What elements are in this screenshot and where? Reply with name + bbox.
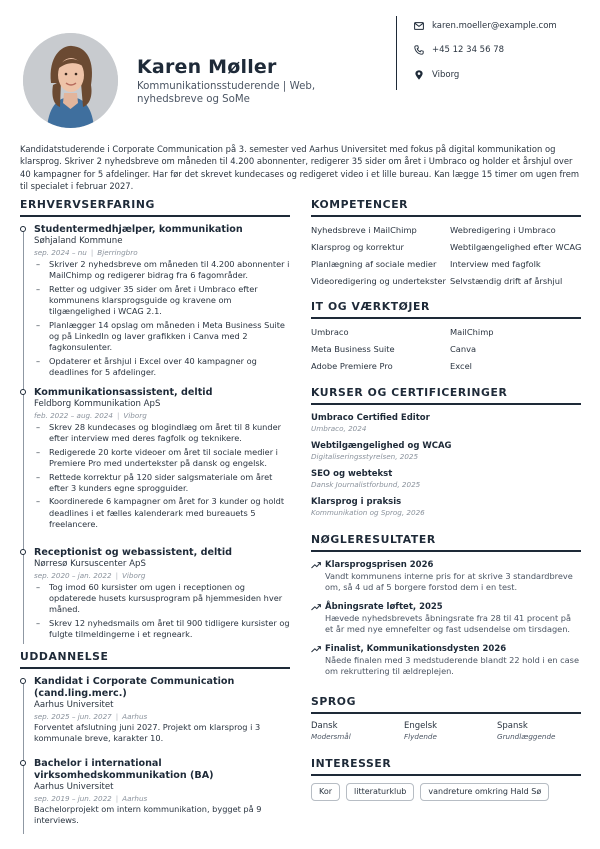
tools-rule: [311, 317, 581, 319]
contact-phone[interactable]: [414, 45, 504, 55]
tool-item: Meta Business Suite: [311, 344, 395, 354]
result-title: Finalist, Kommunikationsdysten 2026: [325, 644, 507, 654]
job-dates: sep. 2020 – jan. 2022: [34, 571, 112, 580]
skill-item: Nyhedsbreve i MailChimp: [311, 225, 417, 235]
skill-item: Videoredigering og undertekster: [311, 276, 446, 286]
job-organization: Nørresø Kursuscenter ApS: [34, 559, 146, 569]
job-bullet: – Skrev 28 kundecases og blogindlæg om året til 8 kunder efter interview med deres fagfolk og teknikere.: [34, 422, 294, 444]
profile-photo: [23, 33, 118, 128]
course-title: SEO og webtekst: [311, 469, 393, 479]
job-bullet: – Skriver 2 nyhedsbreve om måneden til 4.200 abonnenter i MailChimp og redigerer bidrag fra 6 fagområder.: [34, 259, 294, 281]
course-provider: Dansk Journalistforbund, 2025: [311, 480, 421, 489]
courses-heading: KURSER OG CERTIFICERINGER: [311, 386, 508, 399]
timeline-dot: [20, 389, 26, 395]
course-item: [311, 441, 581, 462]
tool-item: Canva: [450, 344, 477, 354]
job-place: Viborg: [123, 411, 147, 420]
tool-item: MailChimp: [450, 327, 494, 337]
interests-rule: [311, 774, 581, 776]
education-place: Aarhus: [122, 712, 148, 721]
job-bullet: – Retter og udgiver 35 sider om året i Umbraco efter kommunens klarsprogsguide og kravene om tilgængelighed i WCAG 2.1.: [34, 284, 294, 318]
language-item: [404, 721, 494, 742]
contact-email[interactable]: [414, 21, 557, 31]
job-entry: [34, 547, 294, 643]
education-heading: UDDANNELSE: [20, 650, 109, 663]
job-meta: sep. 2024 – nu | Bjerringbro: [34, 248, 138, 257]
language-level: Modersmål: [311, 732, 351, 741]
job-entry: [34, 224, 294, 381]
language-item: [311, 721, 401, 742]
education-dates: sep. 2025 – jun. 2027: [34, 712, 112, 721]
tool-item: Excel: [450, 361, 472, 371]
education-entry: [34, 758, 294, 826]
contact-email-text: karen.moeller@example.com: [432, 21, 557, 31]
timeline-dot: [20, 678, 26, 684]
course-item: [311, 497, 581, 518]
job-bullets: [34, 259, 294, 378]
map-pin-icon: [414, 70, 424, 80]
education-entry: [34, 676, 294, 744]
skill-item: Klarsprog og korrektur: [311, 242, 404, 252]
job-meta: sep. 2020 – jan. 2022 | Viborg: [34, 571, 146, 580]
tool-item: Adobe Premiere Pro: [311, 361, 393, 371]
interest-tag: litteraturklub: [346, 783, 414, 801]
result-description: Vandt kommunens interne pris for at skrive 3 standardbreve om, så 4 ud af 5 borgere forstod dem i en test.: [325, 571, 573, 593]
job-bullets: [34, 422, 294, 530]
job-organization: Søhjaland Kommune: [34, 236, 123, 246]
education-rule: [20, 667, 290, 669]
language-level: Grundlæggende: [497, 732, 556, 741]
result-item: [311, 560, 581, 594]
phone-icon: [414, 45, 424, 55]
profile-summary: Kandidatstuderende i Corporate Communication på 3. semester ved Aarhus Universitet med fokus på digital kommunikation og klarsprog. Skriver 2 nyhedsbreve om måneden til 4.200 abonnenter, redigerer 35 sider om året i Umbraco og holder et årshjul over 40 kampagner for 5 afdelinger. Har før det skrevet kundecases og redigeret video i et lille bureau. Kan lægge 15 timer om ugen frem til specialet i februar 2027.: [20, 144, 580, 191]
language-name: Spansk: [497, 721, 528, 731]
languages-rule: [311, 712, 581, 714]
education-description: Bachelorprojekt om intern kommunikation, bygget på 9 interviews.: [34, 804, 262, 826]
job-bullet: – Opdaterer et årshjul i Excel over 40 kampagner og deadlines for 5 afdelinger.: [34, 356, 294, 378]
skills-heading: KOMPETENCER: [311, 198, 409, 211]
tool-item: Umbraco: [311, 327, 349, 337]
tools-grid: [311, 327, 581, 372]
job-bullet: – Koordinerede 6 kampagner om året for 3 kunder og holdt deadlines i et fælles kalenderark med bureauets 5 freelancere.: [34, 496, 294, 530]
contact-location: [414, 70, 459, 80]
result-title: Klarsprogsprisen 2026: [325, 560, 434, 570]
job-meta: feb. 2022 – aug. 2024 | Viborg: [34, 411, 147, 420]
job-title: Receptionist og webassistent, deltid: [34, 547, 233, 558]
job-place: Viborg: [122, 571, 146, 580]
language-level: Flydende: [404, 732, 437, 741]
skills-rule: [311, 215, 581, 217]
experience-heading: ERHVERVSERFARING: [20, 198, 155, 211]
education-timeline: [23, 684, 24, 834]
contact-location-text: Viborg: [432, 70, 460, 80]
job-organization: Feldborg Kommunikation ApS: [34, 399, 161, 409]
job-bullet: – Planlægger 14 opslag om måneden i Meta Business Suite og på LinkedIn og laver grafikken i Canva med 2 fagkonsulenter.: [34, 320, 294, 354]
job-title: Studentermedhjælper, kommunikation: [34, 224, 243, 235]
language-name: Dansk: [311, 721, 338, 731]
results-heading: NØGLERESULTATER: [311, 533, 436, 546]
course-provider: Digitaliseringsstyrelsen, 2025: [311, 452, 419, 461]
education-title: Kandidat i Corporate Communication (cand.ling.merc.): [34, 676, 235, 699]
education-description: Forventet afslutning juni 2027. Projekt om klarsprog i 3 kommunale breve, karakter 10.: [34, 722, 261, 744]
course-provider: Kommunikation og Sprog, 2026: [311, 508, 425, 517]
job-bullet: – Rettede korrektur på 120 sider salgsmateriale om året efter 3 kunders egne sprogguider.: [34, 472, 294, 494]
education-school: Aarhus Universitet: [34, 700, 114, 710]
interests-tags: [311, 783, 549, 801]
skill-item: Selvstændig drift af årshjul: [450, 276, 563, 286]
language-name: Engelsk: [404, 721, 438, 731]
result-item: [311, 644, 581, 678]
result-item: [311, 602, 581, 636]
job-dates: feb. 2022 – aug. 2024: [34, 411, 113, 420]
trending-up-icon: [311, 561, 321, 569]
result-title: Åbningsrate løftet, 2025: [325, 602, 443, 612]
timeline-dot: [20, 226, 26, 232]
course-title: Webtilgængelighed og WCAG: [311, 441, 452, 451]
course-title: Klarsprog i praksis: [311, 497, 402, 507]
timeline-dot: [20, 760, 26, 766]
courses-rule: [311, 403, 581, 405]
job-dates: sep. 2024 – nu: [34, 248, 87, 257]
job-bullet: – Redigerede 20 korte videoer om året til sociale medier i Premiere Pro med undertekster på dansk og engelsk.: [34, 447, 294, 469]
header-divider: [396, 16, 397, 90]
resume-header: [0, 0, 600, 140]
result-description: Nåede finalen med 3 medstuderende blandt 22 hold i en case om rekruttering til ældreplejen.: [325, 655, 579, 677]
contact-phone-text: +45 12 34 56 78: [432, 45, 505, 55]
candidate-name: Karen Møller: [137, 56, 277, 78]
job-place: Bjerringbro: [97, 248, 138, 257]
education-meta: sep. 2025 – jun. 2027 | Aarhus: [34, 712, 148, 721]
course-title: Umbraco Certified Editor: [311, 413, 430, 423]
interest-tag: Kor: [311, 783, 340, 801]
language-item: [497, 721, 587, 742]
interest-tag: vandreture omkring Hald Sø: [420, 783, 549, 801]
education-place: Aarhus: [122, 794, 148, 803]
result-description: Hævede nyhedsbrevets åbningsrate fra 28 til 41 procent på et år med nye emnefelter og fast udsendelse om tirsdagen.: [325, 613, 572, 635]
languages-heading: SPROG: [311, 695, 357, 708]
job-bullets: [34, 582, 294, 640]
experience-timeline: [23, 232, 24, 644]
results-rule: [311, 550, 581, 552]
interests-heading: INTERESSER: [311, 757, 392, 770]
skill-item: Webtilgængelighed efter WCAG: [450, 242, 582, 252]
course-item: [311, 413, 581, 434]
course-provider: Umbraco, 2024: [311, 424, 367, 433]
job-entry: [34, 387, 294, 532]
trending-up-icon: [311, 603, 321, 611]
skills-grid: [311, 225, 581, 287]
skill-item: Webredigering i Umbraco: [450, 225, 556, 235]
job-bullet: – Skrev 12 nyhedsmails om året til 900 tidligere kursister og fulgte tilmeldingerne i et regneark.: [34, 618, 294, 640]
education-school: Aarhus Universitet: [34, 782, 114, 792]
envelope-icon: [414, 21, 424, 31]
course-item: [311, 469, 581, 490]
education-meta: sep. 2019 – jun. 2022 | Aarhus: [34, 794, 148, 803]
education-title: Bachelor i international virksomhedskommunikation (BA): [34, 758, 214, 781]
skill-item: Interview med fagfolk: [450, 259, 541, 269]
job-title: Kommunikationsassistent, deltid: [34, 387, 213, 398]
profile-photo-illustration: [23, 33, 118, 128]
job-bullet: – Tog imod 60 kursister om ugen i receptionen og opdaterede husets kursusprogram på hjemmesiden hver måned.: [34, 582, 294, 616]
experience-rule: [20, 215, 290, 217]
education-dates: sep. 2019 – jun. 2022: [34, 794, 112, 803]
candidate-headline: Kommunikationsstuderende | Web, nyhedsbreve og SoMe: [137, 81, 316, 105]
skill-item: Planlægning af sociale medier: [311, 259, 437, 269]
trending-up-icon: [311, 645, 321, 653]
tools-heading: IT OG VÆRKTØJER: [311, 300, 430, 313]
timeline-dot: [20, 549, 26, 555]
